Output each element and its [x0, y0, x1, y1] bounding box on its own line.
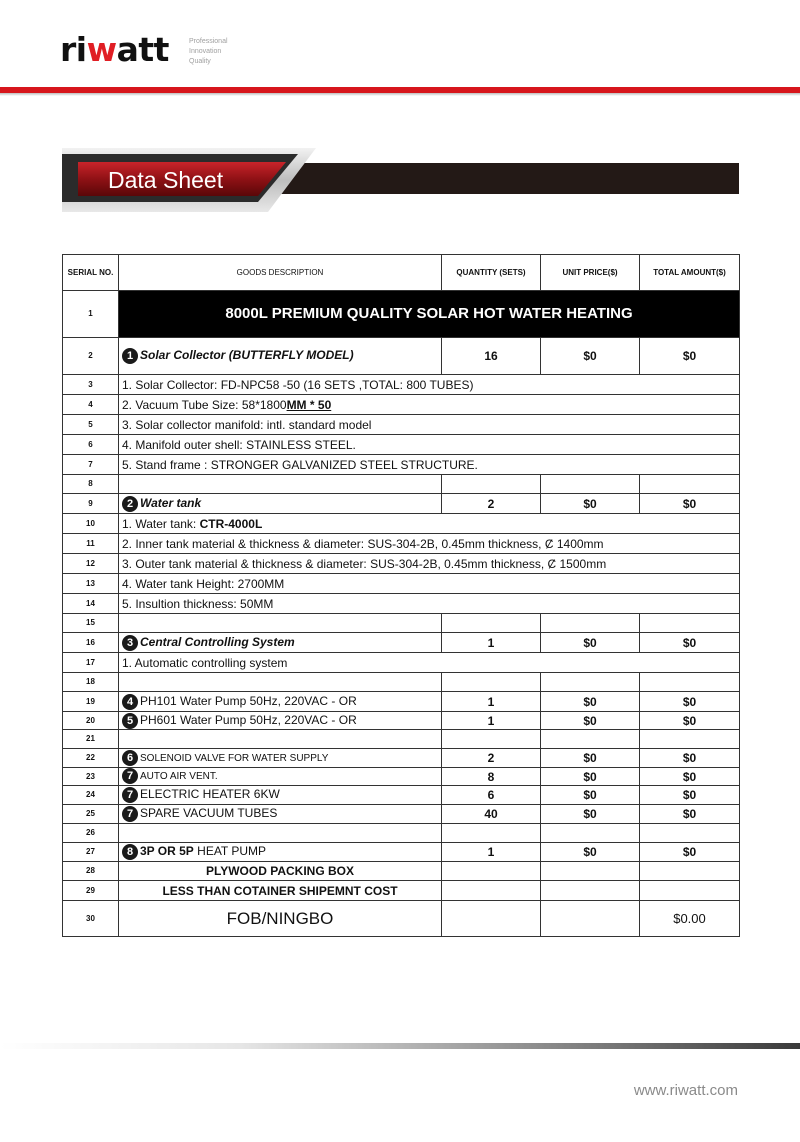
quantity-cell: 40 [442, 805, 541, 824]
serial-cell: 15 [63, 614, 119, 633]
quantity-cell: 2 [442, 749, 541, 768]
table-row [63, 534, 740, 554]
description-cell [119, 338, 442, 375]
quantity-cell: 1 [442, 692, 541, 712]
tagline-line: Innovation [189, 48, 222, 55]
table-row [63, 574, 740, 594]
total-cell: $0 [640, 768, 740, 786]
brand-tagline [189, 37, 228, 67]
number-badge-icon: 7 [122, 768, 138, 784]
table-row [63, 435, 740, 455]
item-name-emphasis: 3P OR 5P [140, 844, 194, 859]
header-description: GOODS DESCRIPTION [119, 255, 442, 291]
total-cell: $0 [640, 633, 740, 653]
tagline-line: Professional [189, 38, 228, 45]
table-row [63, 395, 740, 415]
data-sheet-table [62, 254, 740, 937]
item-name: AUTO AIR VENT. [140, 771, 218, 783]
description-cell: 3. Outer tank material & thickness & diameter: SUS-304-2B, 0.45mm thickness, Ȼ 1500mm [119, 554, 740, 574]
serial-cell: 23 [63, 768, 119, 786]
serial-cell: 12 [63, 554, 119, 574]
serial-cell: 10 [63, 514, 119, 534]
unit-price-cell: $0 [541, 768, 640, 786]
total-cell [640, 475, 740, 494]
footer-website: www.riwatt.com [633, 1082, 738, 1099]
description-cell: 4. Manifold outer shell: STAINLESS STEEL. [119, 435, 740, 455]
table-row [63, 614, 740, 633]
description-cell [119, 768, 442, 786]
description-cell [119, 843, 442, 862]
serial-cell: 26 [63, 824, 119, 843]
total-cell: $0 [640, 843, 740, 862]
description-cell: 4. Water tank Height: 2700MM [119, 574, 740, 594]
number-badge-icon: 8 [122, 844, 138, 860]
unit-price-cell [541, 730, 640, 749]
description-cell [119, 494, 442, 514]
description-cell: 1. Solar Collector: FD-NPC58 -50 (16 SETS ,TOTAL: 800 TUBES) [119, 375, 740, 395]
unit-price-cell [541, 475, 640, 494]
total-cell [640, 881, 740, 901]
serial-cell: 25 [63, 805, 119, 824]
serial-cell: 11 [63, 534, 119, 554]
description-cell [119, 633, 442, 653]
unit-price-cell [541, 614, 640, 633]
table-row [63, 653, 740, 673]
serial-cell: 7 [63, 455, 119, 475]
serial-cell: 8 [63, 475, 119, 494]
logo-text-accent: w [86, 30, 117, 69]
table-row [63, 514, 740, 534]
item-name: SOLENOID VALVE FOR WATER SUPPLY [140, 753, 329, 765]
total-cell [640, 862, 740, 881]
quantity-cell [442, 673, 541, 692]
table-row [63, 455, 740, 475]
serial-cell: 2 [63, 338, 119, 375]
description-cell [119, 614, 442, 633]
serial-cell: 13 [63, 574, 119, 594]
serial-cell: 30 [63, 901, 119, 937]
quantity-cell: 1 [442, 633, 541, 653]
table-row [63, 415, 740, 435]
number-badge-icon: 1 [122, 348, 138, 364]
total-cell: $0 [640, 494, 740, 514]
total-cell [640, 614, 740, 633]
total-cell [640, 824, 740, 843]
total-cell: $0 [640, 692, 740, 712]
number-badge-icon: 5 [122, 713, 138, 729]
table-row [63, 768, 740, 786]
unit-price-cell: $0 [541, 786, 640, 805]
logo-text-pre: ri [60, 30, 87, 69]
description-cell: 5. Insultion thickness: 50MM [119, 594, 740, 614]
table-row [63, 805, 740, 824]
number-badge-icon: 7 [122, 806, 138, 822]
table-row [63, 375, 740, 395]
description-cell: 2. Inner tank material & thickness & diameter: SUS-304-2B, 0.45mm thickness, Ȼ 1400mm [119, 534, 740, 554]
table-row [63, 633, 740, 653]
table-row [63, 749, 740, 768]
number-badge-icon: 4 [122, 694, 138, 710]
serial-cell: 16 [63, 633, 119, 653]
table-row [63, 712, 740, 730]
description-cell [119, 824, 442, 843]
serial-cell: 18 [63, 673, 119, 692]
quantity-cell [442, 901, 541, 937]
table-row [63, 843, 740, 862]
quantity-cell: 1 [442, 712, 541, 730]
description-emphasis: MM * 50 [286, 397, 332, 412]
quantity-cell: 6 [442, 786, 541, 805]
unit-price-cell: $0 [541, 843, 640, 862]
description-cell [119, 730, 442, 749]
product-title: 8000L PREMIUM QUALITY SOLAR HOT WATER HEATING [119, 291, 740, 338]
description-cell [119, 475, 442, 494]
item-name: PH101 Water Pump 50Hz, 220VAC - OR [140, 693, 357, 708]
description-cell [119, 692, 442, 712]
serial-cell: 1 [63, 291, 119, 338]
unit-price-cell [541, 881, 640, 901]
serial-cell: 21 [63, 730, 119, 749]
description-cell [119, 786, 442, 805]
table-row [63, 862, 740, 881]
serial-cell: 3 [63, 375, 119, 395]
quantity-cell [442, 824, 541, 843]
quantity-cell: 1 [442, 843, 541, 862]
description-cell [119, 749, 442, 768]
grand-total-cell: $0.00 [640, 901, 740, 937]
serial-cell: 22 [63, 749, 119, 768]
table-row [63, 824, 740, 843]
serial-cell: 20 [63, 712, 119, 730]
header-unit-price: UNIT PRICE($) [541, 255, 640, 291]
total-cell: $0 [640, 712, 740, 730]
quantity-cell [442, 881, 541, 901]
total-cell: $0 [640, 749, 740, 768]
header-quantity: QUANTITY (SETS) [442, 255, 541, 291]
item-name: PH601 Water Pump 50Hz, 220VAC - OR [140, 712, 357, 727]
number-badge-icon: 3 [122, 635, 138, 651]
section-heading: Water tank [140, 495, 202, 510]
serial-cell: 19 [63, 692, 119, 712]
incoterm-cell: FOB/NINGBO [119, 901, 442, 937]
tagline-line: Quality [189, 58, 211, 65]
description-cell [119, 395, 740, 415]
table-row [63, 494, 740, 514]
quantity-cell: 8 [442, 768, 541, 786]
description-cell [119, 673, 442, 692]
total-cell: $0 [640, 786, 740, 805]
banner-title: Data Sheet [108, 167, 224, 193]
unit-price-cell: $0 [541, 494, 640, 514]
table-row [63, 673, 740, 692]
table-row [63, 291, 740, 338]
unit-price-cell [541, 673, 640, 692]
quantity-cell [442, 475, 541, 494]
unit-price-cell: $0 [541, 692, 640, 712]
serial-cell: 24 [63, 786, 119, 805]
table-row [63, 881, 740, 901]
table-row [63, 730, 740, 749]
description-text: 2. Vacuum Tube Size: 58*1800 [122, 397, 287, 412]
description-cell: 1. Automatic controlling system [119, 653, 740, 673]
quantity-cell [442, 614, 541, 633]
unit-price-cell: $0 [541, 749, 640, 768]
quantity-cell: 16 [442, 338, 541, 375]
description-cell [119, 712, 442, 730]
table-row [63, 475, 740, 494]
unit-price-cell: $0 [541, 712, 640, 730]
item-name: HEAT PUMP [193, 844, 267, 859]
description-emphasis: CTR-4000L [199, 516, 263, 531]
number-badge-icon: 7 [122, 787, 138, 803]
unit-price-cell: $0 [541, 805, 640, 824]
serial-cell: 5 [63, 415, 119, 435]
unit-price-cell [541, 901, 640, 937]
quantity-cell [442, 862, 541, 881]
number-badge-icon: 2 [122, 496, 138, 512]
number-badge-icon: 6 [122, 750, 138, 766]
unit-price-cell: $0 [541, 633, 640, 653]
header-serial: SERIAL NO. [63, 255, 119, 291]
item-name: SPARE VACUUM TUBES [140, 806, 278, 821]
description-cell: PLYWOOD PACKING BOX [119, 862, 442, 881]
total-cell: $0 [640, 338, 740, 375]
unit-price-cell: $0 [541, 338, 640, 375]
header-total-amount: TOTAL AMOUNT($) [640, 255, 740, 291]
logo-text-post: att [116, 30, 169, 69]
serial-cell: 9 [63, 494, 119, 514]
table-row [63, 786, 740, 805]
serial-cell: 4 [63, 395, 119, 415]
total-cell [640, 673, 740, 692]
description-text: 1. Water tank: [122, 516, 200, 531]
serial-cell: 28 [63, 862, 119, 881]
serial-cell: 27 [63, 843, 119, 862]
company-logo [60, 30, 169, 70]
quantity-cell [442, 730, 541, 749]
serial-cell: 29 [63, 881, 119, 901]
serial-cell: 6 [63, 435, 119, 455]
description-cell: 5. Stand frame : STRONGER GALVANIZED STEEL STRUCTURE. [119, 455, 740, 475]
serial-cell: 14 [63, 594, 119, 614]
header-divider-shadow [0, 93, 800, 96]
unit-price-cell [541, 824, 640, 843]
table-row [63, 692, 740, 712]
unit-price-cell [541, 862, 640, 881]
quantity-cell: 2 [442, 494, 541, 514]
total-cell [640, 730, 740, 749]
table-row [63, 338, 740, 375]
description-cell [119, 805, 442, 824]
table-row [63, 901, 740, 937]
description-cell: 3. Solar collector manifold: intl. standard model [119, 415, 740, 435]
section-heading: Central Controlling System [140, 634, 295, 649]
description-cell [119, 514, 740, 534]
item-name: ELECTRIC HEATER 6KW [140, 787, 280, 802]
section-heading: Solar Collector (BUTTERFLY MODEL) [140, 348, 354, 363]
footer-divider [0, 1043, 800, 1049]
table-row [63, 554, 740, 574]
description-cell: LESS THAN COTAINER SHIPEMNT COST [119, 881, 442, 901]
table-header-row [63, 255, 740, 291]
serial-cell: 17 [63, 653, 119, 673]
total-cell: $0 [640, 805, 740, 824]
table-row [63, 594, 740, 614]
